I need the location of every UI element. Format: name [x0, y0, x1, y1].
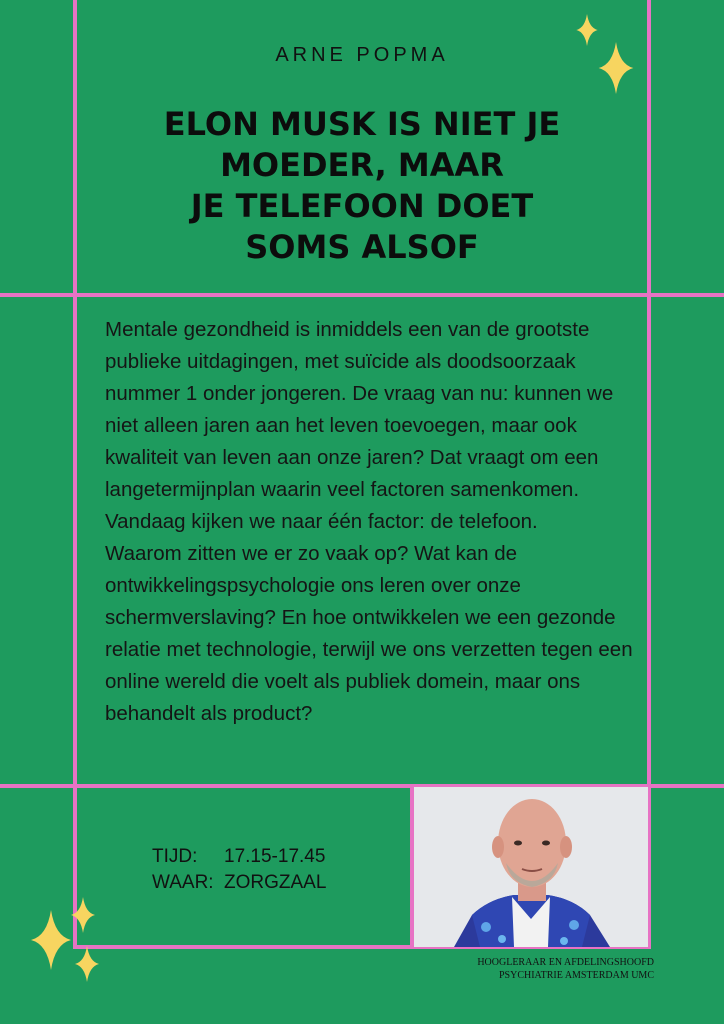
- time-value: 17.15-17.45: [224, 846, 326, 867]
- grid-line-left: [73, 0, 77, 948]
- place-row: [152, 870, 326, 896]
- place-label: WAAR:: [152, 872, 214, 893]
- sparkle-icon: [30, 910, 72, 970]
- abstract-paragraph: Waarom zitten we er zo vaak op? Wat kan de ontwikkelingspsychologie ons leren over onze schermverslaving? En hoe ontwikkelen we een gezonde relatie met technologie, terwijl we ons verzetten tegen een online wereld die voelt als publiek domein, maar ons behandelt als product?: [105, 542, 633, 725]
- caption-line: PSYCHIATRIE AMSTERDAM UMC: [498, 970, 654, 981]
- speaker-caption: [430, 956, 654, 982]
- sparkle-icon: [598, 42, 634, 94]
- session-info: [152, 844, 326, 896]
- title-line: SOMS ALSOF: [245, 228, 479, 266]
- abstract-text: [105, 314, 650, 730]
- grid-line-top: [0, 293, 724, 297]
- sparkle-icon: [576, 14, 598, 46]
- title-line: MOEDER, MAAR: [220, 146, 504, 184]
- speaker-photo: [414, 787, 648, 947]
- speaker-portrait-illustration: [414, 787, 648, 947]
- abstract-paragraph: Mentale gezondheid is inmiddels een van de grootste publieke uitdagingen, met suïcide als doodsoorzaak nummer 1 onder jongeren. De vraag van nu: kunnen we niet alleen jaren aan het leven toevoegen, maar ook kwaliteit van leven aan onze jaren? Dat vraagt om een langetermijnplan waarin veel factoren samenkomen. Vandaag kijken we naar één factor: de telefoon.: [105, 318, 614, 533]
- sparkle-icon: [74, 946, 100, 982]
- time-label: TIJD:: [152, 846, 198, 867]
- page-title: [110, 104, 614, 268]
- speaker-name: ARNE POPMA: [275, 44, 449, 66]
- caption-line: HOOGLERAAR EN AFDELINGSHOOFD: [477, 957, 654, 968]
- title-line: JE TELEFOON DOET: [190, 187, 534, 225]
- title-line: ELON MUSK IS NIET JE: [163, 105, 561, 143]
- time-row: [152, 844, 326, 870]
- place-value: ZORGZAAL: [224, 872, 327, 893]
- sparkle-icon: [70, 897, 96, 933]
